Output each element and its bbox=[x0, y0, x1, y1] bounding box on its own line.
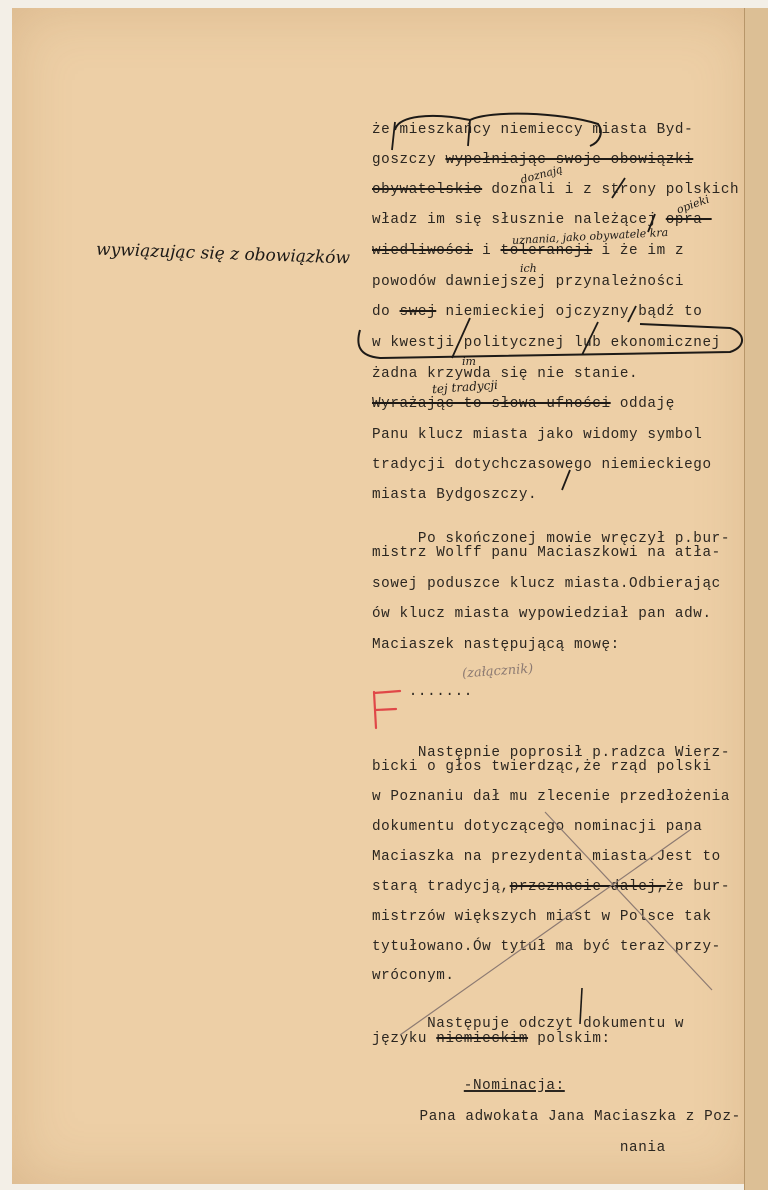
annotation-tej-tradycji: tej tradycji bbox=[431, 377, 499, 397]
text-line-33: nania bbox=[390, 1140, 666, 1156]
text-line-5: wiedliwości i tolerancji i że im z bbox=[372, 243, 685, 259]
text-line-17: ów klucz miasta wypowiedział pan adw. bbox=[372, 606, 712, 622]
text-line-32: Pana adwokata Jana Maciaszka z Poz- bbox=[410, 1109, 741, 1125]
text-line-24: Maciaszka na prezydenta miasta.Jest to bbox=[372, 849, 721, 865]
text-line-29: Następuje odczyt dokumentu w bbox=[390, 1016, 685, 1032]
text-line-1: że mieszkańcy niemieccy miasta Byd- bbox=[372, 122, 694, 138]
annotation-im: im bbox=[462, 355, 476, 368]
text-line-30: języku niemieckim polskim: bbox=[372, 1031, 611, 1047]
text-line-28: wróconym. bbox=[372, 968, 455, 984]
text-line-3: obywatelskie doznali i z strony polskich bbox=[372, 182, 740, 198]
annotation-ich: ich bbox=[520, 262, 537, 275]
text-line-25: starą tradycją,przeznacie dalej,że bur- bbox=[372, 879, 731, 895]
text-line-15: mistrz Wolff panu Maciaszkowi na atła- bbox=[372, 545, 721, 561]
text-line-23: dokumentu dotyczącego nominacji pana bbox=[372, 819, 703, 835]
text-line-9: żadna krzywda się nie stanie. bbox=[372, 366, 639, 382]
red-f-mark bbox=[368, 688, 404, 732]
text-line-27: tytułowano.Ów tytuł ma być teraz przy- bbox=[372, 939, 721, 955]
margin-note: wywiązując się z obowiązków bbox=[95, 239, 351, 269]
text-line-20: Następnie poprosił p.radzca Wierz- bbox=[390, 745, 731, 761]
text-line-11: Panu klucz miasta jako widomy symbol bbox=[372, 427, 703, 443]
text-line-16: sowej poduszce klucz miasta.Odbierając bbox=[372, 576, 721, 592]
annotation-uznania: uznania, jako obywatele kra bbox=[511, 225, 669, 248]
text-line-14: Po skończonej mowie wręczył p.bur- bbox=[390, 531, 731, 547]
text-line-2: goszczy wypełniając swoje obowiązki bbox=[372, 152, 694, 168]
text-line-13: miasta Bydgoszczy. bbox=[372, 487, 538, 503]
text-line-21: bicki o głos twierdząc,że rząd polski bbox=[372, 759, 712, 775]
annotation-opieki: opieki bbox=[674, 192, 712, 217]
text-line-7: do swej niemieckiej ojczyzny bądź to bbox=[372, 304, 703, 320]
text-line-12: tradycji dotychczasowego niemieckiego bbox=[372, 457, 712, 473]
text-line-4: władz im się słusznie należącej opra- bbox=[372, 212, 712, 228]
text-line-22: w Poznaniu dał mu zlecenie przedłożenia bbox=[372, 789, 731, 805]
text-line-19: ....... bbox=[390, 684, 473, 700]
text-line-31: -Nominacja: bbox=[463, 1078, 565, 1094]
pencil-note-zalacznik: (załącznik) bbox=[461, 661, 534, 682]
text-line-18: Maciaszek następującą mowę: bbox=[372, 637, 620, 653]
text-line-8: w kwestji politycznej lub ekonomicznej bbox=[372, 335, 721, 351]
text-line-26: mistrzów większych miast w Polsce tak bbox=[372, 909, 712, 925]
annotation-doznaja: doznają bbox=[519, 162, 565, 187]
text-line-10: Wyrażając to słowa ufności oddaję bbox=[372, 396, 675, 412]
text-line-6: powodów dawniejszej przynależności bbox=[372, 274, 685, 290]
